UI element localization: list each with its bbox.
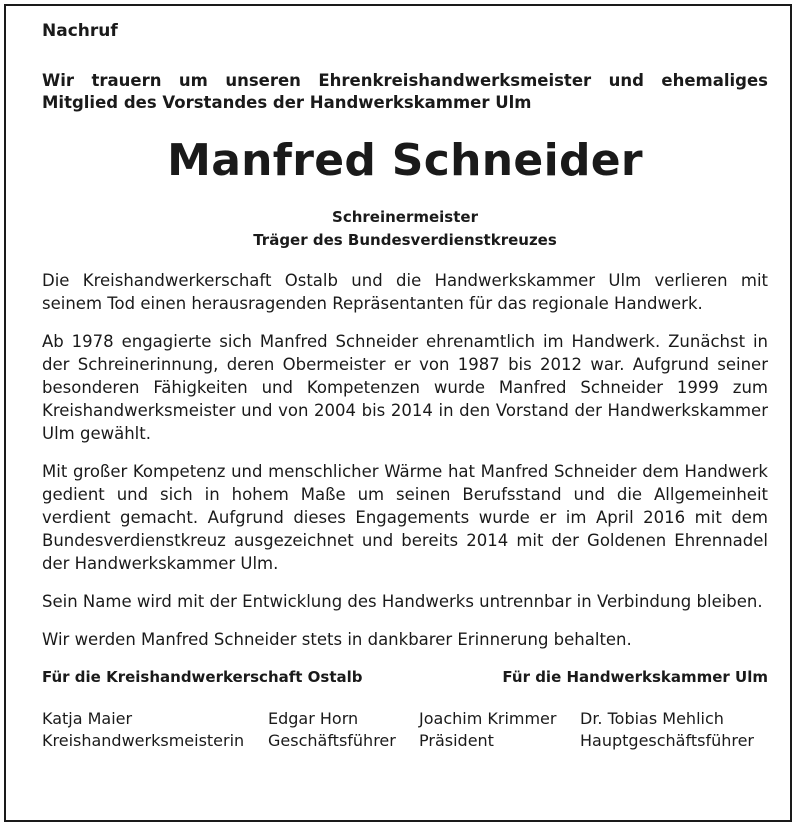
paragraph-3: Mit großer Kompetenz und menschlicher Wärme hat Manfred Schneider dem Handwerk gedient und sich in hohem Maße um seinen Berufsstand und die Allgemeinheit verdient gemacht. Aufgrund dieses Engagements wurde er im April 2016 mit dem Bundesverdienstkreuz ausgezeichnet und bereits 2014 mit der Goldenen Ehrennadel der Handwerkskammer Ulm.: [42, 462, 768, 573]
obituary-frame: [4, 4, 792, 822]
obituary-content: [42, 20, 768, 754]
organization-handwerkskammer: Für die Handwerkskammer Ulm: [502, 668, 768, 686]
paragraph-4: Sein Name wird mit der Entwicklung des Handwerks untrennbar in Verbindung bleiben.: [42, 592, 763, 611]
signer-3: [419, 708, 556, 752]
paragraph-2: Ab 1978 engagierte sich Manfred Schneider ehrenamtlich im Handwerk. Zunächst in der Schreinerinnung, deren Obermeister er von 1987 bis 2012 war. Aufgrund seiner besonderen Fähigkeiten und Kompetenzen wurde Manfred Schneider 1999 zum Kreishandwerksmeister und von 2004 bis 2014 in den Vorstand der Handwerkskammer Ulm gewählt.: [42, 332, 768, 443]
title-profession: Schreinermeister: [332, 208, 478, 226]
signer-2: [268, 708, 396, 752]
titles-block: [42, 206, 768, 252]
signer-1: [42, 708, 244, 752]
paragraph-5: Wir werden Manfred Schneider stets in dankbarer Erinnerung behalten.: [42, 630, 632, 649]
deceased-name: Manfred Schneider: [167, 135, 643, 186]
signer-name: Joachim Krimmer: [419, 709, 557, 728]
signer-role: Präsident: [419, 731, 494, 750]
signer-role: Geschäftsführer: [268, 731, 396, 750]
signers-row: [42, 708, 768, 754]
paragraph-1: Die Kreishandwerkerschaft Ostalb und die Handwerkskammer Ulm verlieren mit seinem Tod einen herausragenden Repräsentanten für das regionale Handwerk.: [42, 271, 768, 313]
notice-heading: Nachruf: [42, 21, 118, 41]
signer-role: Kreishandwerksmeisterin: [42, 731, 245, 750]
organizations-row: [42, 666, 768, 688]
organization-kreishandwerkerschaft: Für die Kreishandwerkerschaft Ostalb: [42, 668, 363, 686]
signer-4: [580, 708, 754, 752]
intro-text: Wir trauern um unseren Ehrenkreishandwerksmeister und ehemaliges Mitglied des Vorstandes der Handwerkskammer Ulm: [42, 71, 768, 112]
title-award: Träger des Bundesverdienstkreuzes: [253, 231, 557, 249]
signer-name: Edgar Horn: [268, 709, 359, 728]
signer-name: Dr. Tobias Mehlich: [580, 709, 724, 728]
signer-role: Hauptgeschäftsführer: [580, 731, 755, 750]
signer-name: Katja Maier: [42, 709, 133, 728]
